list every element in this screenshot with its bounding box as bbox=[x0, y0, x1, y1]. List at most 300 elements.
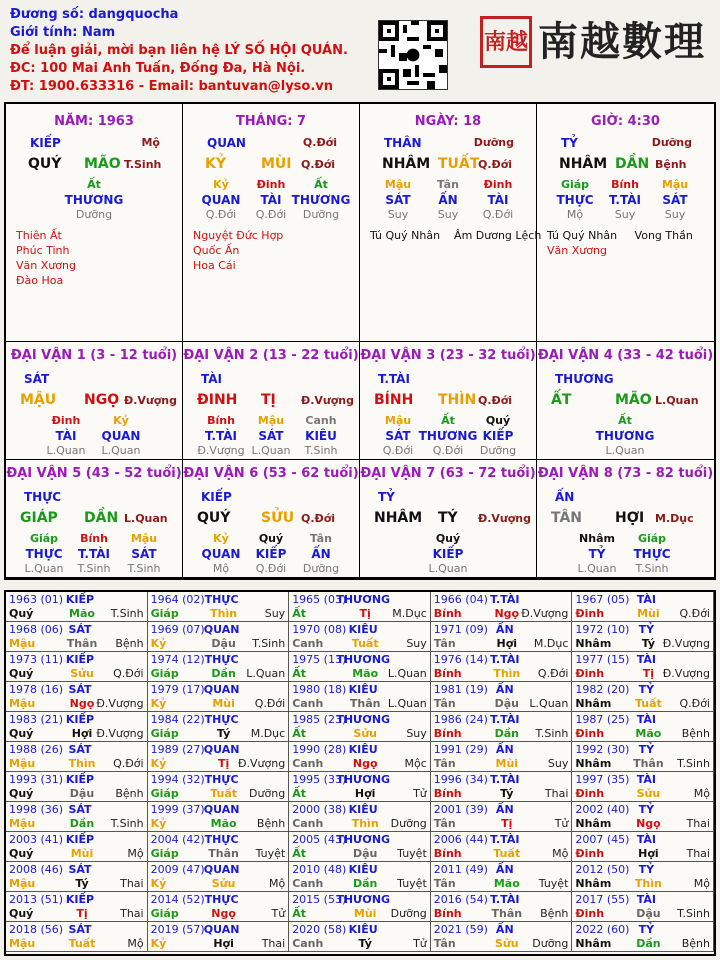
year-ten-god: KIÊU bbox=[348, 923, 378, 936]
year-cell bbox=[289, 712, 431, 742]
year-branch: Hợi bbox=[496, 637, 518, 650]
branch-stage: Đ.Vượng bbox=[124, 394, 178, 407]
year-branch: Dần bbox=[211, 667, 236, 680]
year-stem: Bính bbox=[433, 787, 462, 800]
year-cell bbox=[431, 622, 573, 652]
year-cell bbox=[289, 892, 431, 922]
year-label: 1963 (01) bbox=[9, 593, 64, 606]
year-branch: Tuất bbox=[351, 637, 379, 650]
hidden-stem: Bính bbox=[207, 414, 235, 427]
year-label: 1970 (08) bbox=[292, 623, 347, 636]
year-stem: Kỷ bbox=[150, 817, 167, 830]
year-stem: Nhâm bbox=[575, 937, 612, 950]
year-branch: Mão bbox=[635, 727, 662, 740]
year-stage: T.Sinh bbox=[110, 817, 144, 830]
dai-van-title: ĐẠI VẬN 1 (3 - 12 tuổi) bbox=[10, 348, 178, 363]
hidden-stem: Tân bbox=[310, 532, 332, 545]
hidden-stem: Đinh bbox=[256, 178, 286, 191]
year-ten-god: TÀI bbox=[636, 713, 657, 726]
hidden-stage: L.Quan bbox=[605, 444, 645, 457]
year-stem: Canh bbox=[292, 817, 324, 830]
hidden-ten-god: THỰC bbox=[633, 547, 671, 561]
year-label: 2008 (46) bbox=[9, 863, 64, 876]
hidden-ten-god: ẤN bbox=[438, 193, 458, 207]
year-stem: Quý bbox=[9, 847, 34, 860]
year-stage: Đ.Vượng bbox=[662, 637, 710, 650]
year-stage: Q.Đới bbox=[254, 697, 286, 710]
year-stem: Mậu bbox=[9, 697, 36, 710]
ten-god-label: THƯƠNG bbox=[555, 372, 614, 386]
hidden-stem: Mậu bbox=[661, 178, 689, 191]
pillar-cell bbox=[537, 104, 715, 342]
hidden-stage: Dưỡng bbox=[302, 562, 340, 575]
year-cell bbox=[289, 682, 431, 712]
year-stage: Thai bbox=[261, 937, 286, 950]
year-stem: Kỷ bbox=[150, 877, 167, 890]
year-ten-god: THỰC bbox=[204, 893, 239, 906]
year-branch: Mão bbox=[493, 877, 520, 890]
ten-god-label: TỶ bbox=[378, 490, 395, 504]
stage-label: Dưỡng bbox=[651, 136, 692, 149]
hidden-stage: Mộ bbox=[212, 562, 230, 575]
hidden-ten-god: THƯƠNG bbox=[64, 193, 124, 207]
year-label: 2021 (59) bbox=[433, 923, 488, 936]
year-stage: Bệnh bbox=[115, 637, 144, 650]
year-label: 1974 (12) bbox=[150, 653, 205, 666]
pillar-title: GIỜ: 4:30 bbox=[591, 114, 660, 129]
year-stem: Giáp bbox=[150, 907, 179, 920]
year-cell bbox=[572, 592, 714, 622]
hidden-stem: Đinh bbox=[483, 178, 513, 191]
star-label: Hoa Cái bbox=[193, 259, 236, 272]
year-branch: Dậu bbox=[211, 637, 236, 650]
year-stage: Mộc bbox=[404, 757, 427, 770]
hidden-stage: Suy bbox=[387, 208, 409, 221]
year-branch: Ngọ bbox=[352, 757, 378, 770]
address-line: ĐC: 100 Mai Anh Tuấn, Đống Đa, Hà Nội. bbox=[10, 61, 306, 76]
year-ten-god: THỰC bbox=[204, 593, 239, 606]
year-cell bbox=[431, 712, 573, 742]
hidden-ten-god: KIẾP bbox=[482, 429, 514, 443]
year-stem: Bính bbox=[433, 667, 462, 680]
year-stem: Đinh bbox=[575, 907, 605, 920]
year-ten-god: KIÊU bbox=[348, 743, 378, 756]
year-cell bbox=[431, 892, 573, 922]
hidden-stage: Q.Đới bbox=[482, 208, 514, 221]
year-label: 2022 (60) bbox=[575, 923, 630, 936]
year-stage: L.Quan bbox=[387, 697, 427, 710]
branch-stage: Q.Đới bbox=[478, 394, 513, 407]
year-stem: Giáp bbox=[150, 727, 179, 740]
year-stage: Mộ bbox=[127, 847, 144, 860]
year-stage: T.Sinh bbox=[677, 757, 710, 770]
year-cell bbox=[431, 922, 573, 952]
contact-line: Để luận giải, mời bạn liên hệ LÝ SỐ HỘI QUÁN. bbox=[10, 43, 348, 58]
year-label: 2012 (50) bbox=[575, 863, 630, 876]
year-cell bbox=[289, 832, 431, 862]
hidden-stem: Ất bbox=[441, 414, 455, 427]
year-cell bbox=[431, 652, 573, 682]
heavenly-stem: TÂN bbox=[551, 510, 583, 526]
year-branch: Tý bbox=[358, 937, 372, 950]
ten-god-label: THỰC bbox=[24, 490, 62, 504]
year-stage: Đ.Vượng bbox=[96, 727, 144, 740]
year-ten-god: QUAN bbox=[203, 743, 240, 756]
year-label: 2010 (48) bbox=[292, 863, 347, 876]
year-cell bbox=[6, 832, 148, 862]
year-stage: Tử bbox=[271, 907, 286, 920]
hidden-stem: Bính bbox=[611, 178, 639, 191]
year-branch: Dậu bbox=[69, 787, 95, 800]
year-ten-god: TỶ bbox=[638, 623, 655, 636]
year-stem: Đinh bbox=[575, 607, 605, 620]
year-branch: Dần bbox=[69, 817, 95, 830]
year-ten-god: TÀI bbox=[636, 773, 657, 786]
year-label: 1995 (33) bbox=[292, 773, 347, 786]
pillar-title: THÁNG: 7 bbox=[235, 114, 307, 129]
year-ten-god: THƯƠNG bbox=[336, 773, 391, 786]
hidden-stem: Nhâm bbox=[579, 532, 615, 545]
year-ten-god: TÀI bbox=[636, 893, 657, 906]
dai-van-cell bbox=[537, 342, 715, 460]
hidden-stage: Đ.Vượng bbox=[197, 444, 245, 457]
year-label: 2004 (42) bbox=[150, 833, 205, 846]
year-stem: Mậu bbox=[9, 817, 36, 830]
year-stem: Canh bbox=[292, 877, 324, 890]
year-cell bbox=[148, 622, 290, 652]
year-ten-god: TỶ bbox=[638, 743, 655, 756]
year-stage: M.Dục bbox=[533, 637, 569, 650]
year-ten-god: KIẾP bbox=[65, 713, 95, 726]
year-branch: Tý bbox=[75, 877, 89, 890]
branch-stage: Q.Đới bbox=[301, 158, 336, 171]
pillar-cell bbox=[360, 104, 542, 342]
year-branch: Dần bbox=[494, 727, 519, 740]
stage-label: Q.Đới bbox=[302, 136, 337, 149]
hidden-stage: Q.Đới bbox=[255, 208, 287, 221]
year-stage: Mộ bbox=[268, 877, 286, 890]
year-stage: M.Dục bbox=[392, 607, 427, 620]
hidden-ten-god: THƯƠNG bbox=[291, 193, 351, 207]
hidden-ten-god: T.TÀI bbox=[205, 429, 237, 443]
year-stage: Tuyệt bbox=[397, 877, 427, 890]
hidden-ten-god: KIÊU bbox=[305, 429, 337, 443]
branch-stage: T.Sinh bbox=[124, 158, 162, 171]
year-ten-god: THỰC bbox=[204, 653, 239, 666]
year-label: 1983 (21) bbox=[9, 713, 64, 726]
heavenly-stem: GIÁP bbox=[20, 510, 58, 526]
year-stage: Bệnh bbox=[115, 787, 144, 800]
year-label: 1971 (09) bbox=[433, 623, 488, 636]
year-stem: Tân bbox=[433, 757, 456, 770]
year-label: 1993 (31) bbox=[9, 773, 64, 786]
dai-van-cell bbox=[537, 460, 715, 578]
hidden-stem: Ất bbox=[87, 178, 101, 191]
year-stage: Mộ bbox=[693, 787, 710, 800]
year-branch: Tị bbox=[76, 907, 88, 920]
year-stem: Quý bbox=[9, 907, 34, 920]
year-ten-god: QUAN bbox=[203, 863, 240, 876]
earthly-branch: HỢI bbox=[615, 510, 645, 526]
year-stem: Mậu bbox=[9, 877, 36, 890]
year-cell bbox=[289, 862, 431, 892]
hidden-stage: L.Quan bbox=[101, 444, 141, 457]
year-cell bbox=[572, 832, 714, 862]
year-ten-god: THỰC bbox=[204, 773, 239, 786]
hidden-ten-god: TÀI bbox=[55, 429, 77, 443]
star-label: Phúc Tinh bbox=[16, 244, 70, 257]
year-branch: Thìn bbox=[634, 877, 662, 890]
year-stem: Nhâm bbox=[575, 637, 612, 650]
year-stage: Thai bbox=[686, 817, 710, 830]
year-label: 1980 (18) bbox=[292, 683, 347, 696]
year-ten-god: KIẾP bbox=[65, 893, 95, 906]
year-stem: Ất bbox=[292, 787, 306, 800]
year-stage: Dưỡng bbox=[390, 817, 427, 830]
year-cell bbox=[289, 922, 431, 952]
branch-stage: L.Quan bbox=[124, 512, 168, 525]
year-branch: Sửu bbox=[636, 787, 661, 800]
dai-van-cell bbox=[6, 460, 183, 578]
year-label: 1965 (03) bbox=[292, 593, 347, 606]
year-label: 1989 (27) bbox=[150, 743, 205, 756]
year-stage: T.Sinh bbox=[252, 637, 286, 650]
year-ten-god: THƯƠNG bbox=[336, 653, 391, 666]
year-ten-god: TỶ bbox=[638, 863, 655, 876]
year-stem: Canh bbox=[292, 757, 324, 770]
year-stem: Đinh bbox=[575, 787, 605, 800]
year-ten-god: THƯƠNG bbox=[336, 713, 391, 726]
year-branch: Hợi bbox=[71, 727, 93, 740]
year-label: 2000 (38) bbox=[292, 803, 347, 816]
year-stem: Ất bbox=[292, 907, 306, 920]
year-cell bbox=[6, 652, 148, 682]
year-stem: Giáp bbox=[150, 787, 179, 800]
year-ten-god: T.TÀI bbox=[490, 893, 520, 906]
dai-van-cell bbox=[360, 342, 537, 460]
ten-god-label: KIẾP bbox=[201, 490, 232, 504]
year-label: 1964 (02) bbox=[150, 593, 205, 606]
year-cell bbox=[148, 742, 290, 772]
year-stem: Mậu bbox=[9, 937, 36, 950]
year-label: 1991 (29) bbox=[433, 743, 488, 756]
hidden-ten-god: TÀI bbox=[260, 193, 282, 207]
year-stage: Đ.Vượng bbox=[662, 667, 710, 680]
year-stage: Thai bbox=[120, 877, 144, 890]
year-cell bbox=[148, 592, 290, 622]
year-branch: Sửu bbox=[211, 877, 236, 890]
year-ten-god: KIÊU bbox=[348, 683, 378, 696]
hidden-ten-god: ẤN bbox=[311, 547, 331, 561]
year-stage: M.Dục bbox=[250, 727, 286, 740]
year-cell bbox=[6, 862, 148, 892]
year-stage: Dưỡng bbox=[390, 907, 427, 920]
heavenly-stem: QUÝ bbox=[28, 156, 62, 172]
year-branch: Thìn bbox=[493, 667, 521, 680]
dai-van-title: ĐẠI VẬN 3 (23 - 32 tuổi) bbox=[360, 348, 536, 363]
star-label: Tú Quý Nhân Âm Dương Lệch bbox=[370, 229, 542, 242]
hidden-ten-god: T.TÀI bbox=[609, 193, 641, 207]
earthly-branch: DẦN bbox=[84, 510, 119, 526]
star-label: Quốc Ấn bbox=[193, 244, 240, 257]
branch-stage: Đ.Vượng bbox=[301, 394, 355, 407]
year-branch: Tị bbox=[359, 607, 371, 620]
year-stem: Đinh bbox=[575, 667, 605, 680]
year-stem: Ất bbox=[292, 667, 306, 680]
branch-stage: Q.Đới bbox=[301, 512, 336, 525]
year-stage: Tuyệt bbox=[255, 847, 286, 860]
year-label: 2019 (57) bbox=[150, 923, 205, 936]
year-stem: Nhâm bbox=[575, 757, 612, 770]
dai-van-title: ĐẠI VẬN 4 (33 - 42 tuổi) bbox=[537, 348, 714, 363]
year-cell bbox=[148, 922, 290, 952]
year-stem: Canh bbox=[292, 697, 324, 710]
ten-god-label: ẤN bbox=[555, 490, 575, 504]
year-cell bbox=[148, 862, 290, 892]
hidden-stage: Suy bbox=[664, 208, 686, 221]
year-stage: Thai bbox=[120, 907, 144, 920]
hidden-stage: Dưỡng bbox=[75, 208, 113, 221]
ten-god-label: SÁT bbox=[24, 372, 50, 386]
earthly-branch: TÝ bbox=[438, 510, 458, 526]
year-branch: Thân bbox=[66, 637, 98, 650]
year-label: 2014 (52) bbox=[150, 893, 205, 906]
year-label: 1994 (32) bbox=[150, 773, 205, 786]
heavenly-stem: BÍNH bbox=[374, 392, 414, 408]
four-pillars-chart bbox=[4, 102, 716, 580]
dai-van-cell bbox=[6, 342, 183, 460]
hidden-stem: Giáp bbox=[29, 532, 59, 545]
year-label: 1984 (22) bbox=[150, 713, 205, 726]
year-ten-god: THỰC bbox=[204, 713, 239, 726]
year-cell bbox=[431, 772, 573, 802]
year-label: 2015 (53) bbox=[292, 893, 347, 906]
year-stage: L.Quan bbox=[246, 667, 286, 680]
earthly-branch: MÙI bbox=[261, 156, 292, 172]
year-stem: Mậu bbox=[9, 637, 36, 650]
hidden-stem: Ất bbox=[618, 414, 632, 427]
hidden-stage: Suy bbox=[437, 208, 459, 221]
year-ten-god: TÀI bbox=[636, 593, 657, 606]
year-ten-god: ẤN bbox=[495, 743, 514, 756]
hidden-stem: Kỷ bbox=[213, 178, 229, 191]
year-branch: Tị bbox=[217, 757, 230, 770]
red-seal-logo: 南越 bbox=[480, 16, 532, 68]
year-label: 1990 (28) bbox=[292, 743, 347, 756]
year-stage: Suy bbox=[264, 607, 286, 620]
year-stage: Tuyệt bbox=[397, 847, 427, 860]
ten-god-label: QUAN bbox=[207, 136, 246, 150]
year-cell bbox=[148, 712, 290, 742]
hidden-ten-god: TỶ bbox=[588, 547, 606, 561]
hidden-ten-god: SÁT bbox=[131, 547, 157, 561]
stage-label: Mộ bbox=[141, 136, 160, 149]
year-branch: Dậu bbox=[494, 697, 519, 710]
ten-god-label: T.TÀI bbox=[378, 372, 410, 386]
year-stem: Giáp bbox=[150, 607, 179, 620]
year-ten-god: T.TÀI bbox=[490, 653, 520, 666]
hidden-stem: Kỷ bbox=[113, 414, 129, 427]
year-stage: T.Sinh bbox=[535, 727, 569, 740]
year-cell bbox=[148, 682, 290, 712]
brand-logo: 南越數理 bbox=[538, 18, 706, 65]
hidden-ten-god: KIẾP bbox=[432, 547, 464, 561]
year-label: 1996 (34) bbox=[433, 773, 488, 786]
hidden-stem: Kỷ bbox=[213, 532, 229, 545]
hidden-ten-god: SÁT bbox=[258, 429, 284, 443]
year-stage: L.Quan bbox=[387, 667, 427, 680]
year-label: 2013 (51) bbox=[9, 893, 64, 906]
pillar-cell bbox=[6, 104, 183, 342]
year-label: 1973 (11) bbox=[9, 653, 64, 666]
hidden-stage: T.Sinh bbox=[127, 562, 161, 575]
year-cell bbox=[6, 802, 148, 832]
year-label: 2006 (44) bbox=[433, 833, 488, 846]
year-ten-god: SÁT bbox=[68, 743, 92, 756]
year-cell bbox=[148, 652, 290, 682]
hidden-ten-god: KIẾP bbox=[255, 547, 287, 561]
hidden-ten-god: QUAN bbox=[201, 547, 241, 561]
year-stem: Tân bbox=[433, 817, 456, 830]
year-branch: Tị bbox=[642, 667, 655, 680]
hidden-stage: Q.Đới bbox=[432, 444, 464, 457]
year-stem: Bính bbox=[433, 907, 462, 920]
hidden-stem: Giáp bbox=[560, 178, 590, 191]
year-ten-god: KIÊU bbox=[348, 803, 378, 816]
year-stem: Giáp bbox=[150, 667, 179, 680]
year-ten-god: QUAN bbox=[203, 683, 240, 696]
year-ten-god: TÀI bbox=[636, 653, 657, 666]
year-branch: Ngọ bbox=[636, 817, 661, 830]
year-stage: Tử bbox=[413, 937, 427, 950]
year-ten-god: T.TÀI bbox=[490, 713, 520, 726]
year-ten-god: THỰC bbox=[204, 833, 239, 846]
ten-god-label: THÂN bbox=[384, 136, 422, 150]
hidden-stem: Quý bbox=[435, 532, 461, 545]
year-cell bbox=[148, 892, 290, 922]
year-branch: Ngọ bbox=[69, 697, 95, 710]
year-branch: Thìn bbox=[210, 607, 238, 620]
hidden-ten-god: SÁT bbox=[385, 193, 411, 207]
year-stem: Quý bbox=[9, 607, 34, 620]
yearly-table bbox=[4, 590, 716, 956]
dai-van-title: ĐẠI VẬN 2 (13 - 22 tuổi) bbox=[183, 348, 359, 363]
year-label: 2007 (45) bbox=[575, 833, 630, 846]
hidden-ten-god: SÁT bbox=[662, 193, 688, 207]
year-branch: Hợi bbox=[354, 787, 376, 800]
year-cell bbox=[289, 802, 431, 832]
year-label: 2003 (41) bbox=[9, 833, 64, 846]
star-label: Đào Hoa bbox=[16, 274, 64, 287]
hidden-stage: Q.Đới bbox=[205, 208, 237, 221]
year-stage: Tử bbox=[554, 817, 569, 830]
year-stage: Tử bbox=[413, 787, 427, 800]
heavenly-stem: NHÂM bbox=[559, 156, 608, 172]
year-ten-god: SÁT bbox=[68, 623, 92, 636]
year-label: 2017 (55) bbox=[575, 893, 630, 906]
year-label: 2002 (40) bbox=[575, 803, 630, 816]
year-stem: Đinh bbox=[575, 727, 605, 740]
special-stars bbox=[16, 228, 76, 288]
hidden-stage: L.Quan bbox=[251, 444, 291, 457]
year-stage: Bệnh bbox=[256, 817, 286, 830]
year-ten-god: ẤN bbox=[495, 623, 514, 636]
year-stem: Tân bbox=[433, 937, 456, 950]
year-stem: Ất bbox=[292, 727, 306, 740]
year-stage: Bệnh bbox=[540, 907, 569, 920]
year-label: 2011 (49) bbox=[433, 863, 488, 876]
year-ten-god: ẤN bbox=[495, 923, 514, 936]
